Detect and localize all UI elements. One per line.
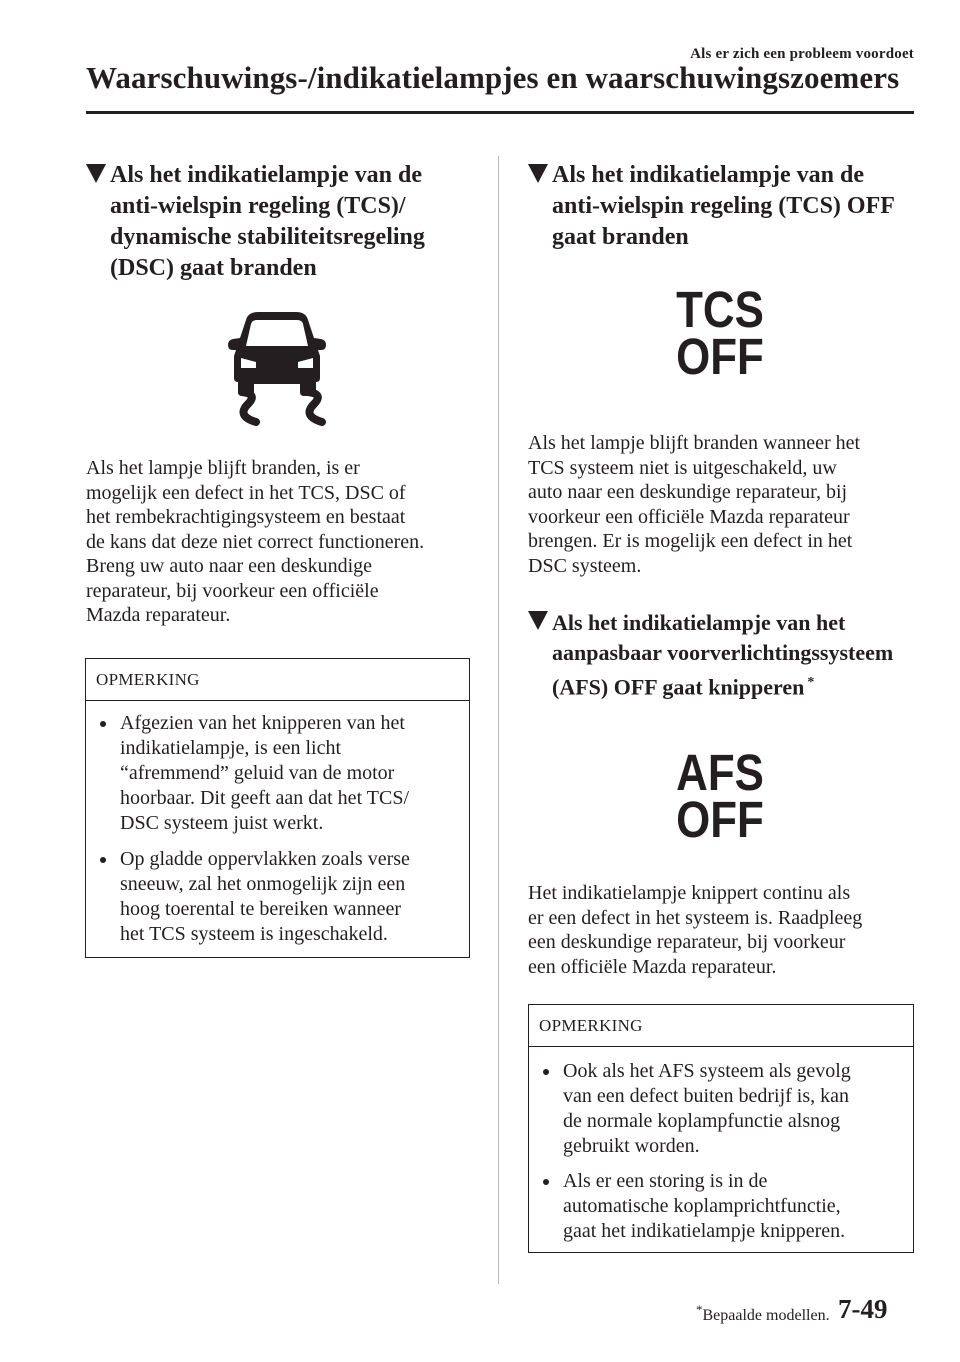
bullet-line: de normale koplampfunctie alsnog <box>563 1110 841 1132</box>
bullet-dot-icon <box>100 857 106 863</box>
body-line: DSC systeem. <box>528 554 642 577</box>
triangle-bullet-icon <box>86 164 106 183</box>
bullet-line: Als er een storing is in de <box>563 1170 768 1192</box>
body-line: de kans dat deze niet correct functioneren. <box>86 530 425 553</box>
tcs-off-body <box>528 431 860 578</box>
body-line: TCS systeem niet is uitgeschakeld, uw <box>528 456 837 479</box>
tcs-dsc-body <box>86 456 424 628</box>
footer-note-text: Bepaalde modellen. <box>702 1307 830 1324</box>
bullet-line: hoorbaar. Dit geeft aan dat het TCS/ <box>120 787 409 809</box>
heading-line: Als het indikatielampje van de <box>552 162 865 188</box>
body-line: Het indikatielampje knippert continu als <box>528 882 851 904</box>
heading-text: (AFS) OFF gaat knipperen <box>552 674 805 700</box>
running-head: Als er zich een probleem voordoet <box>690 46 914 62</box>
triangle-bullet-icon <box>528 164 548 183</box>
bullet-line: sneeuw, zal het onmogelijk zijn een <box>120 873 406 895</box>
body-line: Als het lampje blijft branden, is er <box>86 457 360 479</box>
tcs-off-indicator-icon <box>660 281 780 385</box>
body-line: reparateur, bij voorkeur een officiële <box>86 579 379 602</box>
heading-line: dynamische stabiliteitsregeling <box>110 224 425 250</box>
note-bullet <box>529 1059 913 1159</box>
note-box-left <box>85 658 470 958</box>
bullet-line: automatische koplamprichtfunctie, <box>563 1195 841 1217</box>
models-marker: * <box>696 1302 703 1317</box>
column-divider <box>498 156 499 1284</box>
bullet-dot-icon <box>543 1069 549 1075</box>
heading-line: (DSC) gaat branden <box>110 255 317 281</box>
triangle-bullet-icon <box>528 611 548 630</box>
note-bullet <box>86 847 469 947</box>
body-line: brengen. Er is mogelijk een defect in het <box>528 530 853 552</box>
heading-line: anti-wielspin regeling (TCS)/ <box>110 193 406 219</box>
page-number: 7-49 <box>838 1294 888 1324</box>
indicator-line: TCS <box>676 281 764 338</box>
body-line: mogelijk een defect in het TCS, DSC of <box>86 481 406 504</box>
bullet-line: Ook als het AFS systeem als gevolg <box>563 1060 851 1082</box>
bullet-line: Afgezien van het knipperen van het <box>120 712 405 734</box>
bullet-line: gaat het indikatielampje knipperen. <box>563 1220 846 1242</box>
header-rule <box>86 111 914 114</box>
note-title: OPMERKING <box>529 1005 913 1047</box>
afs-off-body <box>528 881 862 979</box>
heading-line: aanpasbaar voorverlichtingssysteem <box>552 640 894 665</box>
bullet-line: Op gladde oppervlakken zoals verse <box>120 848 410 870</box>
body-line: voorkeur een officiële Mazda reparateur <box>528 505 850 528</box>
indicator-line: AFS <box>676 744 764 801</box>
body-line: Mazda reparateur. <box>86 604 231 626</box>
afs-off-heading <box>528 608 893 702</box>
tcs-dsc-heading <box>86 160 425 284</box>
afs-off-indicator-icon <box>660 744 780 848</box>
section-title: Waarschuwings-/indikatielampjes en waarschuwingszoemers <box>86 60 900 95</box>
body-line: Als het lampje blijft branden wanneer het <box>528 432 861 454</box>
heading-line: gaat branden <box>552 224 689 250</box>
note-title: OPMERKING <box>86 659 469 701</box>
bullet-dot-icon <box>543 1179 549 1185</box>
heading-line <box>528 668 893 702</box>
tcs-dsc-skidding-car-icon <box>224 308 330 426</box>
note-bullet <box>86 711 469 836</box>
body-line: Breng uw auto naar een deskundige <box>86 555 373 577</box>
bullet-line: “afremmend” geluid van de motor <box>120 762 395 784</box>
body-line: een officiële Mazda reparateur. <box>528 955 777 978</box>
bullet-line: DSC systeem juist werkt. <box>120 812 324 834</box>
note-bullet <box>529 1169 913 1244</box>
heading-line: Als het indikatielampje van de <box>110 162 423 188</box>
bullet-line: hoog toerental te bereiken wanneer <box>120 898 401 920</box>
bullet-line: van een defect buiten bedrijf is, kan <box>563 1085 849 1107</box>
body-line: er een defect in het systeem is. Raadpleeg <box>528 906 863 929</box>
indicator-line: OFF <box>676 791 764 848</box>
bullet-line: indikatielampje, is een licht <box>120 737 342 759</box>
models-marker: * <box>807 675 815 690</box>
heading-line: Als het indikatielampje van het <box>552 610 846 635</box>
note-box-right <box>528 1004 914 1253</box>
indicator-line: OFF <box>676 328 764 385</box>
tcs-off-heading <box>528 160 895 253</box>
heading-line: anti-wielspin regeling (TCS) OFF <box>552 193 895 219</box>
footer-note <box>696 1302 830 1325</box>
bullet-dot-icon <box>100 721 106 727</box>
bullet-line: gebruikt worden. <box>563 1135 700 1157</box>
bullet-line: het TCS systeem is ingeschakeld. <box>120 923 388 945</box>
body-line: het rembekrachtigingsysteem en bestaat <box>86 506 406 528</box>
body-line: een deskundige reparateur, bij voorkeur <box>528 931 846 953</box>
body-line: auto naar een deskundige reparateur, bij <box>528 481 848 503</box>
